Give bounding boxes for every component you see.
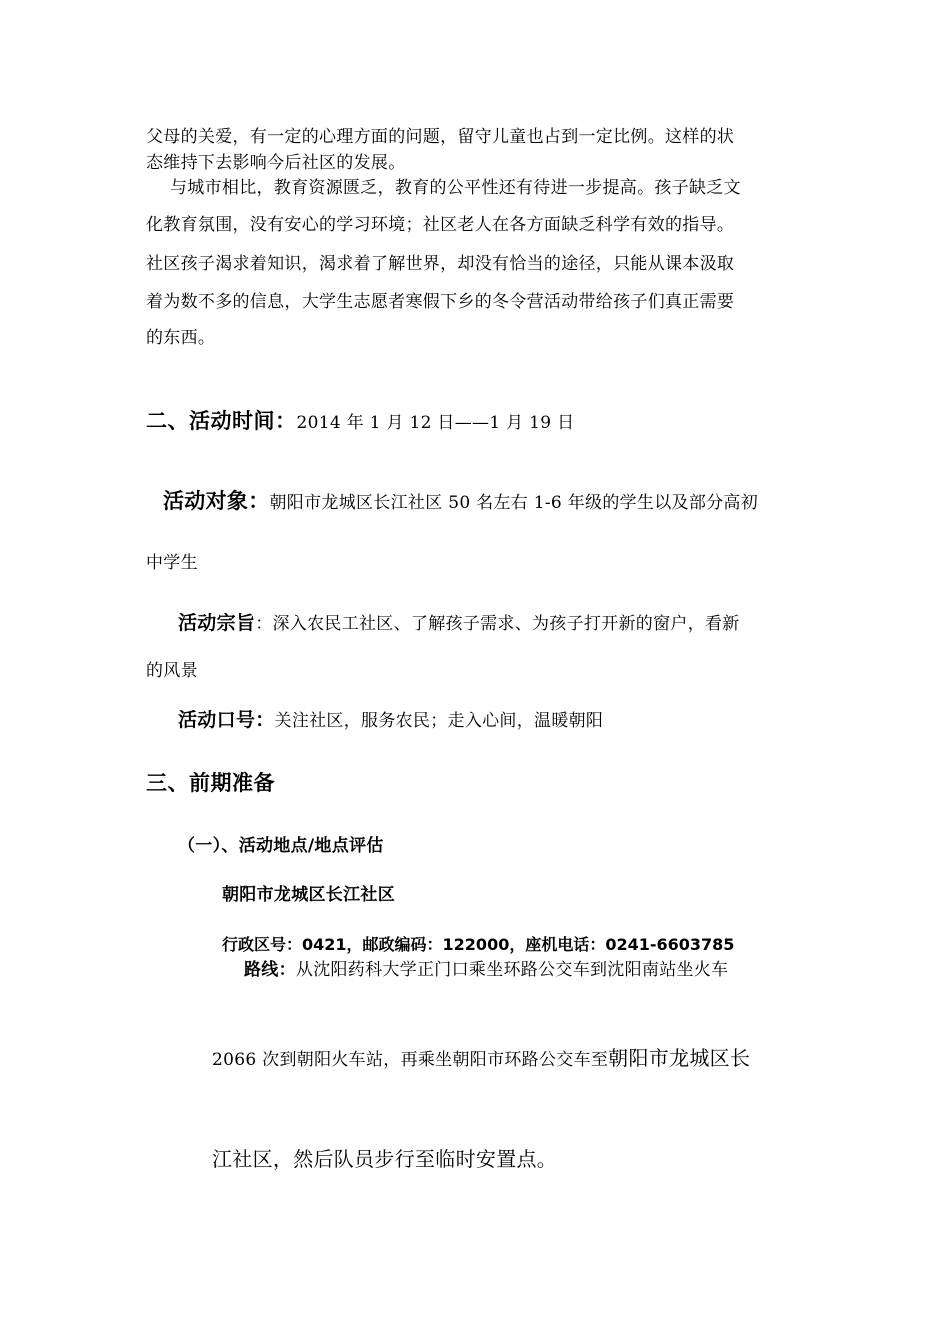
route-text: 从沈阳药科大学正门口乘坐环路公交车到沈阳南站坐火车 [295,960,729,980]
activity-slogan-label: 活动口号： [178,709,275,731]
activity-slogan-text: 关注社区，服务农民；走入心间，温暖朝阳 [274,711,604,731]
activity-target-label: 活动对象： [163,489,270,513]
intro-line-6: 着为数不多的信息，大学生志愿者寒假下乡的冬令营活动带给孩子们真正需要 [146,292,735,312]
location-codes: 行政区号：0421，邮政编码：122000，座机电话：0241-6603785 [222,935,735,954]
intro-line-2: 态维持下去影响今后社区的发展。 [146,153,406,173]
route-label: 路线： [244,960,296,980]
activity-purpose-cont: 的风景 [146,661,198,681]
route-line-2 [212,1045,750,1073]
route-line-1 [244,959,728,981]
activity-target-cont: 中学生 [146,553,198,573]
intro-line-5: 社区孩子渴求着知识，渴求着了解世界，却没有恰当的途径，只能从课本汲取 [146,254,735,274]
activity-slogan [178,707,603,734]
location-name: 朝阳市龙城区长江社区 [222,885,395,905]
section-3-heading: 三、前期准备 [146,771,275,795]
intro-line-1: 父母的关爱，有一定的心理方面的问题，留守儿童也占到一定比例。这样的状 [146,127,735,147]
activity-time-value: 2014 年 1 月 12 日——1 月 19 日 [296,413,575,433]
route-line-2-part-b: 朝阳市龙城区长 [608,1046,751,1070]
activity-purpose-label: 活动宗旨 [178,612,256,634]
activity-target [163,487,758,517]
section-activity-time [146,408,574,437]
activity-purpose [178,610,740,637]
intro-line-7: 的东西。 [146,328,216,348]
activity-target-text: 朝阳市龙城区长江社区 50 名左右 1-6 年级的学生以及部分高初 [269,493,759,513]
activity-purpose-text: ：深入农民工社区、了解孩子需求、为孩子打开新的窗户，看新 [255,614,740,634]
intro-line-4: 化教育氛围，没有安心的学习环境；社区老人在各方面缺乏科学有效的指导。 [146,215,735,235]
route-line-3: 江社区，然后队员步行至临时安置点。 [212,1147,558,1171]
route-line-2-part-a: 2066 次到朝阳火车站，再乘坐朝阳市环路公交车至 [212,1050,609,1070]
intro-line-3: 与城市相比，教育资源匮乏，教育的公平性还有待进一步提高。孩子缺乏文 [170,178,741,198]
subsection-location-heading: （一）、活动地点/地点评估 [178,836,384,856]
section-2-heading: 二、活动时间： [146,409,297,433]
